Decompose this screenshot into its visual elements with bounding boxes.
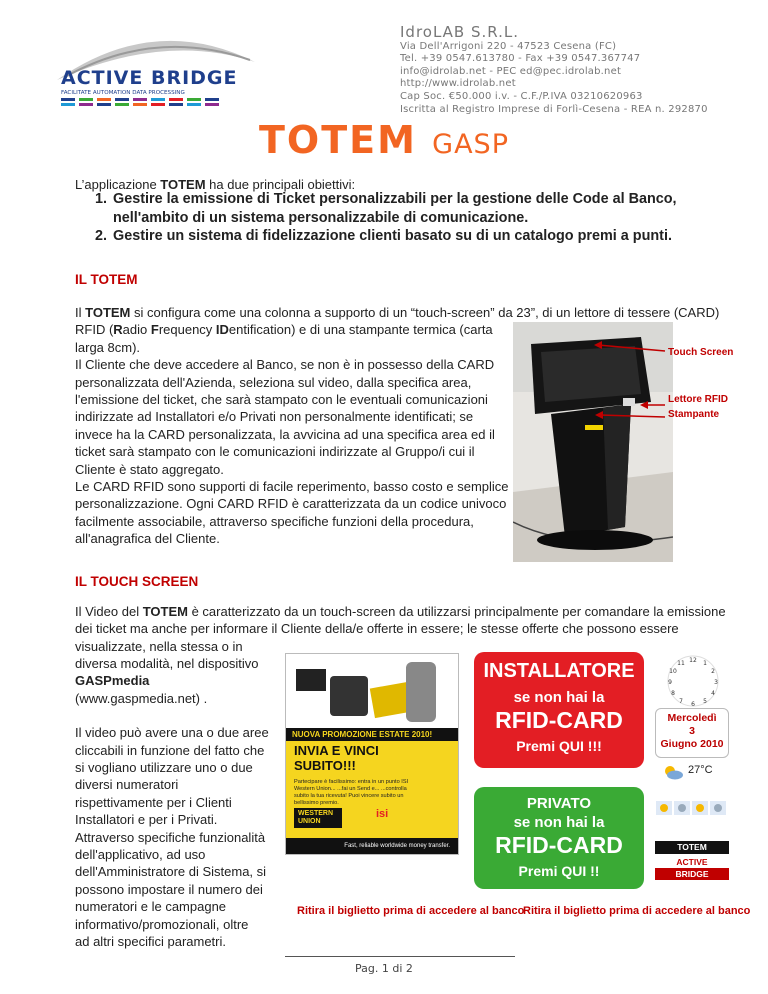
- paragraph-line: (www.gaspmedia.net) .: [75, 690, 208, 706]
- clock-number: 10: [669, 668, 677, 675]
- private-button[interactable]: [474, 787, 644, 889]
- paragraph-line: larga 8cm).: [75, 339, 141, 355]
- paragraph-line: Il video può avere una o due aree: [75, 725, 269, 741]
- paragraph-line: Attraverso specifiche funzionalità: [75, 829, 266, 845]
- footer-rule: [285, 956, 515, 957]
- title-main: TOTEM: [259, 118, 417, 162]
- page-number: Pag. 1 di 2: [355, 962, 413, 975]
- clock-number: 7: [679, 698, 683, 705]
- company-line: http://www.idrolab.net: [400, 78, 516, 90]
- paragraph-line: [75, 707, 285, 724]
- date-day: Mercoledì: [667, 712, 717, 724]
- weather-forecast: [655, 795, 729, 833]
- paragraph-line: informativo/promozionali, oltre: [75, 916, 249, 932]
- installer-card: RFID-CARD: [495, 707, 623, 733]
- totem-first-line: Il TOTEM si configura come una colonna a supporto di un “touch-screen” da 23”, di un lettore di tessere (CARD): [75, 305, 720, 320]
- label-rfid-reader: Lettore RFID: [668, 394, 728, 405]
- poster-banner: NUOVA PROMOZIONE ESTATE 2010!: [286, 728, 458, 741]
- objectives-list: [85, 190, 751, 246]
- active-bridge-logo: [55, 22, 270, 112]
- paragraph-line: ticket sarà stampato con le comunicazioni indirizzate al Gruppo/i cui il: [75, 444, 475, 460]
- page-title: [0, 118, 768, 162]
- paragraph-line: facilmente associabile, attraverso specifiche funzioni della procedura,: [75, 513, 474, 529]
- company-name: IdroLAB S.R.L.: [400, 23, 520, 41]
- intro-text: L’applicazione TOTEM ha due principali obiettivi:: [75, 177, 356, 192]
- paragraph-line: dell'Amministratore di Sistema, si: [75, 864, 267, 880]
- clock-number: 3: [714, 679, 718, 686]
- weather-widget: [660, 761, 724, 783]
- paragraph-line: ad altri specifici parametri.: [75, 934, 226, 950]
- company-line: Cap Soc. €50.000 i.v. - C.F./P.IVA 03210620963: [400, 90, 643, 102]
- company-line: Via Dell'Arrigoni 220 - 47523 Cesena (FC): [400, 40, 617, 52]
- clock-number: 5: [703, 698, 707, 705]
- objective-item: 2. Gestire un sistema di fidelizzazione clienti basato su di un catalogo premi a punti.: [111, 227, 751, 246]
- installer-cta: Premi QUI !!!: [516, 738, 602, 754]
- paragraph-line: Il Video del TOTEM è caratterizzato da un touch-screen da utilizzarsi principalmente per comandare la emissione: [75, 604, 726, 619]
- title-sub: GASP: [432, 129, 509, 160]
- date-box: [655, 708, 729, 758]
- clock-number: 11: [677, 660, 685, 667]
- company-line: Tel. +39 0547.613780 - Fax +39 0547.367747: [400, 53, 641, 65]
- weather-icon: [662, 763, 684, 781]
- paragraph-line: indirizzate ad Installatori e/o Privati non personalmente identificati; se: [75, 409, 474, 425]
- clock-number: 6: [691, 701, 695, 708]
- installer-button[interactable]: [474, 652, 644, 768]
- installer-title: INSTALLATORE: [483, 660, 635, 682]
- poster-headline1: INVIA E VINCI: [294, 743, 379, 758]
- clock-number: 2: [711, 668, 715, 675]
- paragraph-line: diversi numeratori: [75, 777, 179, 793]
- paragraph-line: all'anagrafica del Cliente.: [75, 531, 220, 547]
- paragraph-line: Il Cliente che deve accedere al Banco, se non è in possesso della CARD: [75, 357, 495, 373]
- caption-right: Ritira il biglietto prima di accedere al banco: [523, 905, 751, 917]
- touch-paragraph: [75, 603, 755, 655]
- paragraph-line: Le CARD RFID sono supporti di facile reperimento, basso costo e semplice: [75, 479, 509, 495]
- kiosk-arrows: [590, 325, 670, 425]
- clock-icon: [656, 652, 730, 708]
- paragraph-line: l'emissione del ticket, che sarà stampato con le eventuali comunicazioni: [75, 392, 488, 408]
- paragraph-line: diversa modalità, nel dispositivo: [75, 656, 259, 671]
- company-line: info@idrolab.net - PEC ed@pec.idrolab.net: [400, 65, 622, 77]
- paragraph-line: visualizzate, nella stessa o in: [75, 638, 243, 654]
- promo-poster: NUOVA PROMOZIONE ESTATE 2010! INVIA E VINCI SUBITO!!! Partecipare è facilissimo: entra in un punto ISI Western Union... ...fai un Send e... ...controlla subito la tua ricevuta! Puoi vincere subito un bellissimo premio. WESTERN UNION isi Fast, reliable worldwide money transfer.: [285, 653, 459, 855]
- paragraph-line: possono impostare il numero dei: [75, 881, 263, 897]
- brand-active: ACTIVE: [676, 857, 708, 867]
- clock-number: 1: [703, 660, 707, 667]
- private-line1: se non hai la: [513, 814, 605, 831]
- paragraph-line: rispettivamente per i Clienti: [75, 794, 232, 810]
- logo-brand: ACTIVE BRIDGE: [61, 67, 238, 89]
- poster-headline2: SUBITO!!!: [294, 758, 356, 773]
- poster-image: [286, 654, 458, 728]
- date-num: 3: [689, 725, 695, 737]
- poster-wu-brand: WESTERN UNION: [294, 808, 342, 828]
- private-card: RFID-CARD: [495, 832, 623, 858]
- clock-number: 8: [671, 690, 675, 697]
- poster-body: Partecipare è facilissimo: entra in un punto ISI Western Union... ...fai un Send e... ...controlla subito la tua ricevuta! Puoi vincere subito un bellissimo premio.: [294, 779, 409, 806]
- clock-number: 4: [711, 690, 715, 697]
- paragraph-line: GASPmedia: [75, 673, 150, 689]
- paragraph-line: Cliente è stato aggregato.: [75, 461, 224, 477]
- forecast-icons: [655, 795, 729, 833]
- paragraph-line: personalizzazione. Ogni CARD RFID è caratterizzata da un codice univoco: [75, 496, 507, 512]
- paragraph-line: dei ticket ma anche per informare il Cliente della/e offerte in essere; le stesse offerte che possono essere: [75, 621, 679, 637]
- paragraph-line: invece ha la CARD personalizzata, la avvicina ad una specifica area ed il: [75, 426, 495, 442]
- brand-bridge: BRIDGE: [655, 868, 729, 880]
- weather-temp: 27°C: [688, 764, 713, 776]
- paragraph-line: Installatori e per i Privati.: [75, 812, 218, 828]
- paragraph-line: dell'applicativo, ad uso: [75, 847, 206, 863]
- section-heading-touch: IL TOUCH SCREEN: [75, 574, 199, 589]
- paragraph-line: numeratori e le campagne: [75, 899, 227, 915]
- section-heading-totem: IL TOTEM: [75, 272, 138, 287]
- clock-number: 9: [668, 679, 672, 686]
- poster-tagline: Fast, reliable worldwide money transfer.: [286, 838, 458, 854]
- company-line: Iscritta al Registro Imprese di Forlì-Cesena - REA n. 292870: [400, 103, 708, 115]
- objective-item: 1. Gestire la emissione di Ticket personalizzabili per la gestione delle Code al Banco, nell'ambito di un sistema personalizzabile di comunicazione.: [111, 190, 751, 227]
- date-month: Giugno 2010: [660, 738, 724, 750]
- paragraph-line: si vogliano utilizzare uno o due: [75, 760, 253, 776]
- private-title: PRIVATO: [526, 795, 592, 812]
- company-info: [400, 23, 708, 116]
- paragraph-line: personalizzata dell'Azienda, seleziona sul video, dalla specifica area,: [75, 374, 472, 390]
- installer-line1: se non hai la: [513, 689, 605, 706]
- totem-paragraph: [75, 321, 525, 547]
- brand-totem: TOTEM: [655, 841, 729, 854]
- touch-left-column: [75, 655, 285, 951]
- label-printer: Stampante: [668, 409, 720, 420]
- logo-tagline: FACILITATE AUTOMATION DATA PROCESSING: [61, 90, 185, 96]
- paragraph-line: cliccabili in funzione del fatto che: [75, 742, 265, 758]
- caption-left: Ritira il biglietto prima di accedere al banco: [297, 905, 525, 917]
- paragraph-line: RFID (Radio Frequency IDentification) e di una stampante termica (carta: [75, 322, 493, 338]
- private-cta: Premi QUI !!: [518, 863, 600, 879]
- label-touch-screen: Touch Screen: [668, 347, 734, 358]
- clock-number: 12: [689, 657, 697, 664]
